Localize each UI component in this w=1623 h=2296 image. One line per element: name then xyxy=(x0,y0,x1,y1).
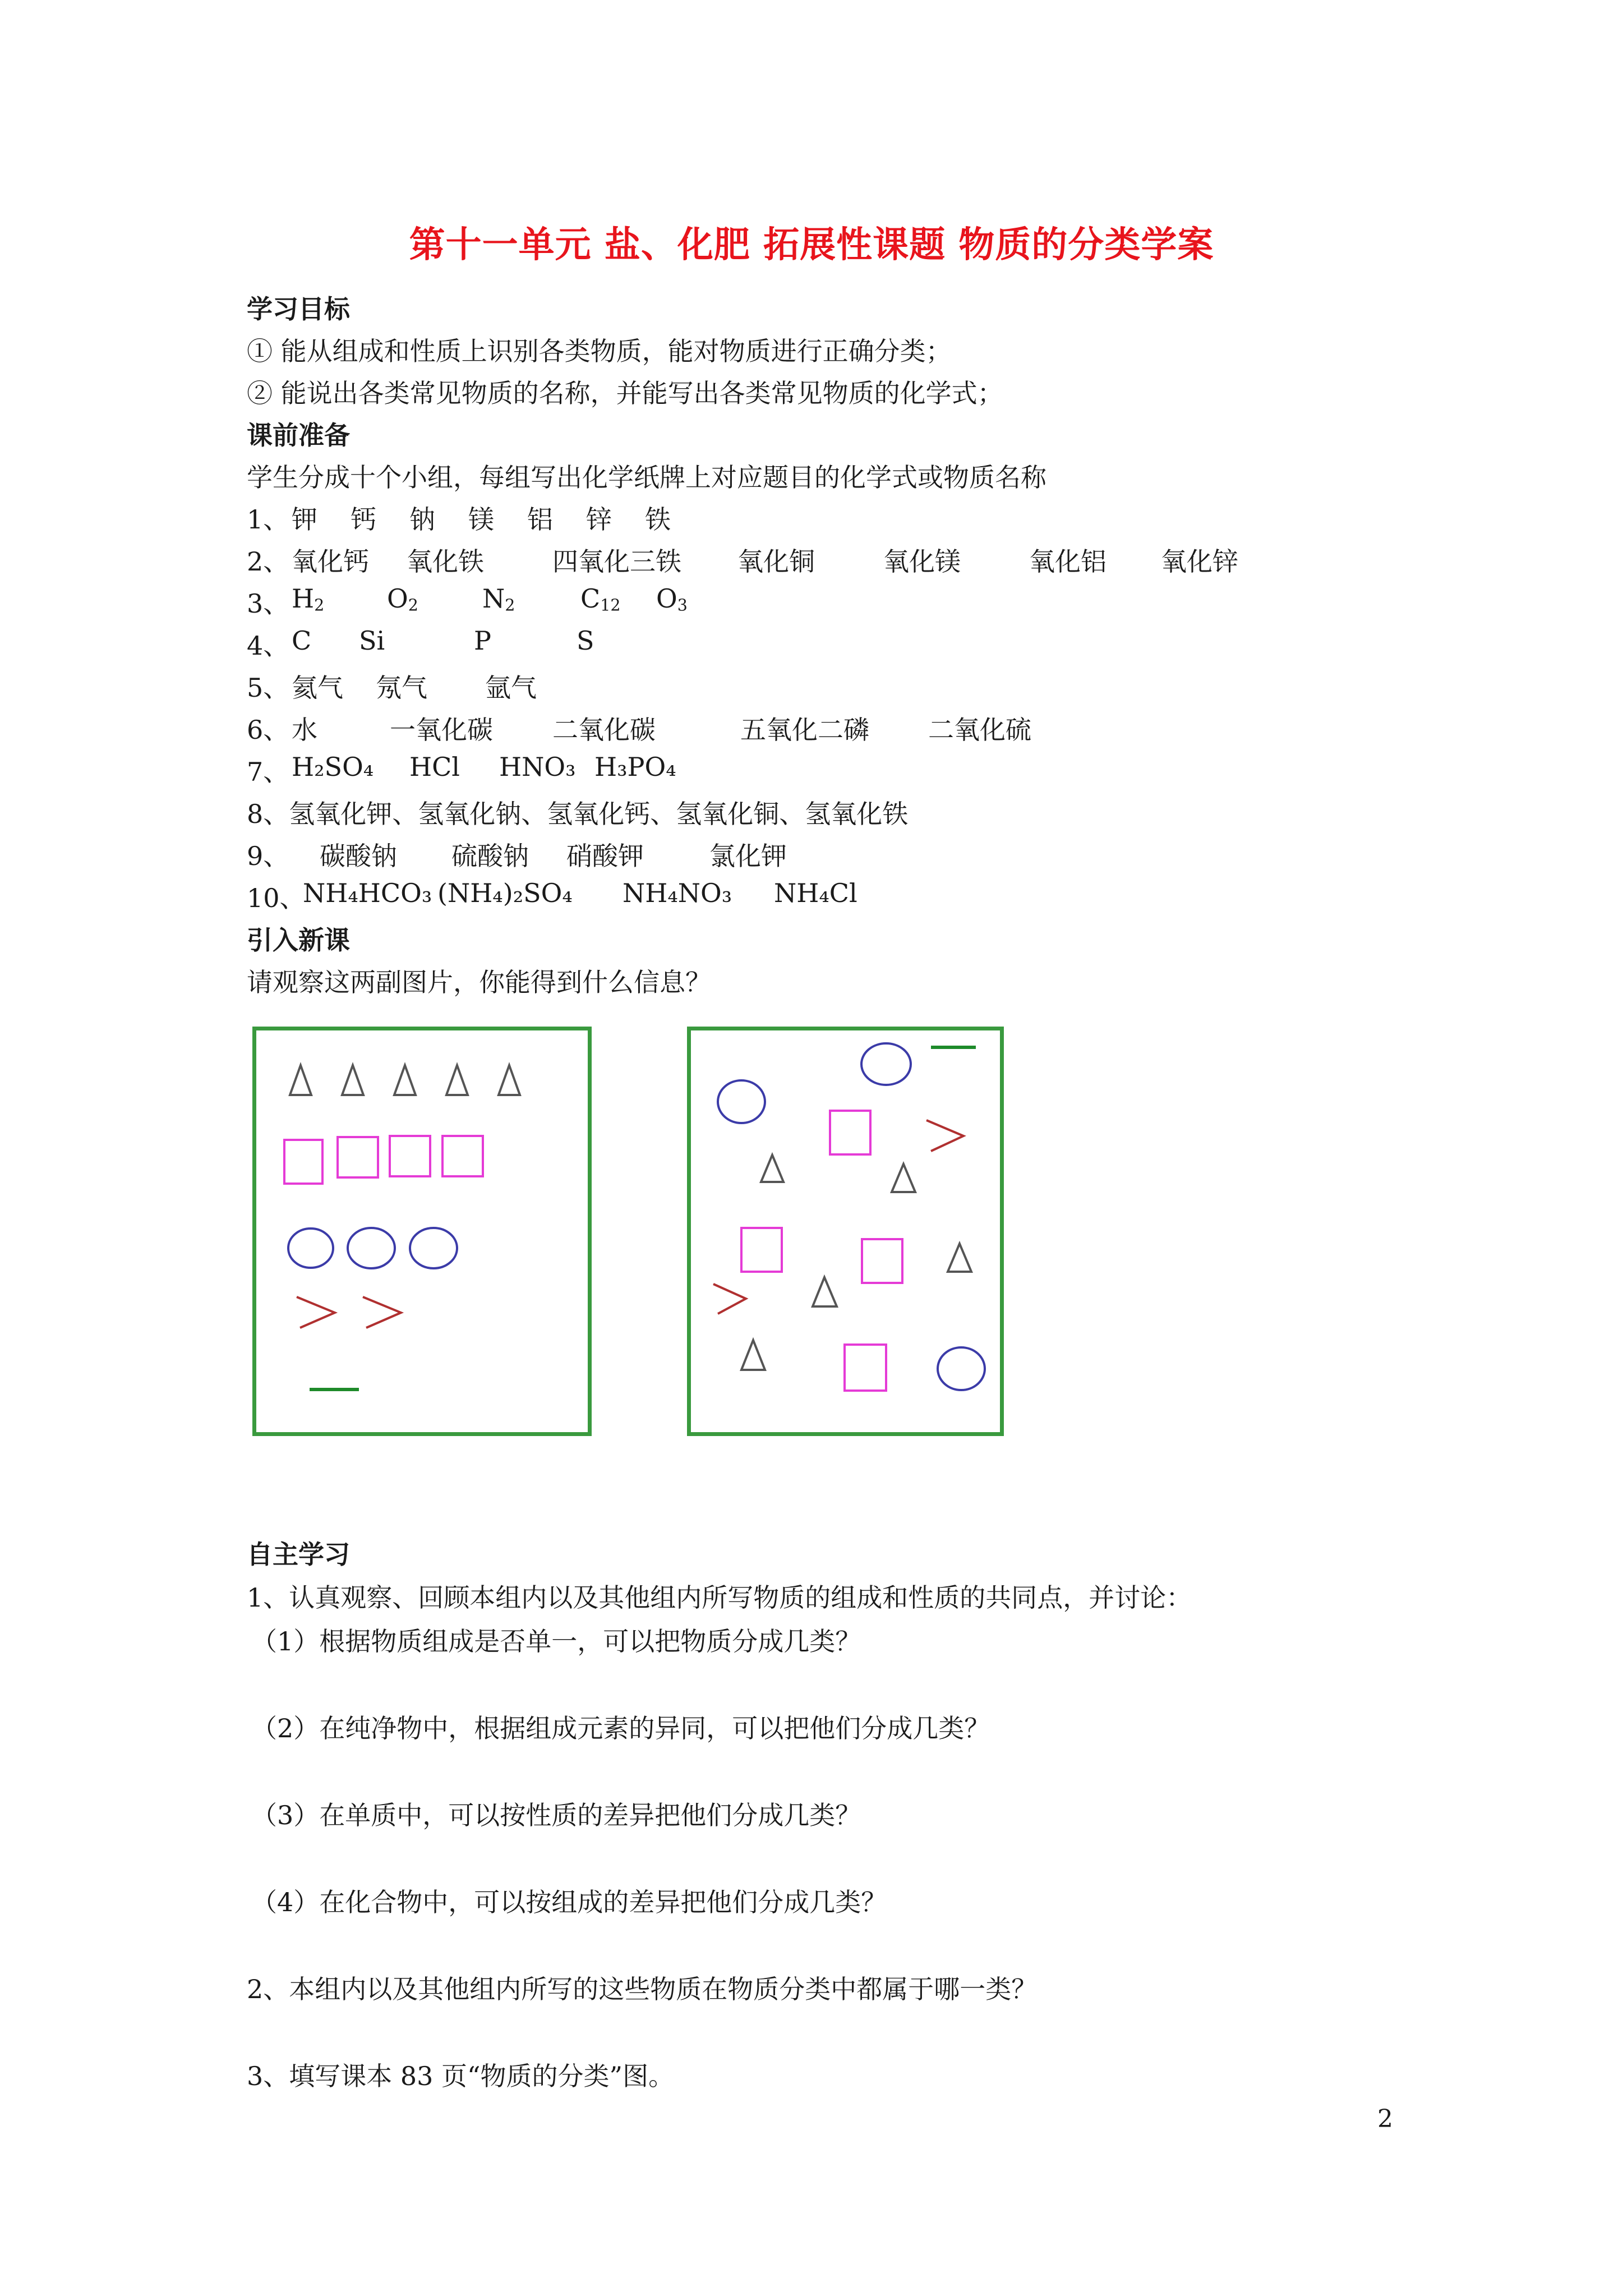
substance-name: 五氧化二磷 xyxy=(740,715,869,745)
mixed-shapes-drawing xyxy=(691,1030,1000,1432)
circle-shape xyxy=(348,1228,395,1268)
heading-intro: 引入新课 xyxy=(247,925,350,955)
circle-shape xyxy=(288,1228,333,1268)
prep-row-4 xyxy=(247,625,1368,659)
row-number: 5、 xyxy=(247,673,289,703)
triangle-shape xyxy=(394,1065,416,1095)
page-title: 第十一单元 盐、化肥 拓展性课题 物质的分类学案 xyxy=(409,224,1214,266)
goal-item-1: ① 能从组成和性质上识别各类物质，能对物质进行正确分类； xyxy=(247,336,952,366)
formula: NH₄Cl xyxy=(774,878,857,908)
formula: $O_3$ xyxy=(656,583,688,615)
square-shape xyxy=(845,1345,886,1391)
page-number: 2 xyxy=(1377,2105,1393,2133)
substance-name: 一氧化碳 xyxy=(390,715,493,745)
substance-name: 四氧化三铁 xyxy=(552,546,681,577)
substance-name: 锌 xyxy=(586,504,612,535)
formula: (NH₄)₂SO₄ xyxy=(437,878,573,908)
formula: H₂SO₄ xyxy=(292,752,374,782)
formula: $N_2$ xyxy=(482,583,515,615)
heading-goals: 学习目标 xyxy=(247,294,350,324)
heading-prep: 课前准备 xyxy=(247,420,350,450)
chevron-shape xyxy=(713,1284,746,1314)
square-shape xyxy=(741,1228,782,1272)
triangle-shape xyxy=(813,1277,837,1306)
row-number: 3、 xyxy=(247,588,289,619)
figure-panel-mixed xyxy=(687,1027,1004,1436)
prep-row-1 xyxy=(247,499,1368,533)
square-shape xyxy=(862,1239,902,1283)
circle-shape xyxy=(938,1347,985,1390)
row-number: 1、 xyxy=(247,504,289,535)
substance-name: 水 xyxy=(292,715,317,745)
question-1a: （1）根据物质组成是否单一，可以把物质分成几类？ xyxy=(251,1626,861,1657)
prep-row-7 xyxy=(247,752,1368,785)
circle-shape xyxy=(718,1080,765,1123)
figure-panel-sorted xyxy=(252,1027,592,1436)
intro-question: 请观察这两副图片，你能得到什么信息？ xyxy=(247,967,711,997)
triangle-shape xyxy=(342,1065,363,1095)
substance-name: 氯化钾 xyxy=(709,841,787,871)
prep-row-3 xyxy=(247,583,1368,617)
substance-name: 氧化钙 xyxy=(292,546,369,577)
substance-name: 氧化锌 xyxy=(1161,546,1238,577)
substance-name: 氧化铝 xyxy=(1029,546,1106,577)
circle-shape xyxy=(861,1043,911,1085)
heading-self-study: 自主学习 xyxy=(247,1539,350,1570)
triangle-shape xyxy=(290,1065,311,1095)
row-number: 10、 xyxy=(247,883,306,913)
row-number: 7、 xyxy=(247,757,289,787)
square-shape xyxy=(830,1111,870,1154)
chevron-shape xyxy=(297,1297,335,1328)
row-number: 6、 xyxy=(247,715,289,745)
goal-item-2: ② 能说出各类常见物质的名称，并能写出各类常见物质的化学式； xyxy=(247,378,1003,408)
sorted-shapes-drawing xyxy=(256,1030,588,1432)
element-symbol: C xyxy=(292,625,312,656)
row-number: 2、 xyxy=(247,546,289,577)
element-symbol: S xyxy=(577,625,594,656)
formula: H₃PO₄ xyxy=(594,752,676,782)
chevron-shape xyxy=(926,1120,963,1151)
substance-name: 氧化铁 xyxy=(407,546,484,577)
prep-row-5 xyxy=(247,668,1368,701)
question-2: 2、本组内以及其他组内所写的这些物质在物质分类中都属于哪一类？ xyxy=(247,1974,1038,2004)
substance-name: 氦气 xyxy=(292,673,343,703)
chevron-row xyxy=(297,1297,401,1328)
triangle-shape xyxy=(741,1340,765,1370)
triangle-row xyxy=(290,1065,520,1095)
formula: NH₄HCO₃ xyxy=(303,878,432,908)
triangle-shape xyxy=(499,1065,520,1095)
circle-shape xyxy=(410,1228,457,1268)
square-shape xyxy=(390,1136,430,1176)
triangle-shape xyxy=(892,1164,915,1192)
substance-name: 硝酸钾 xyxy=(566,841,644,871)
substance-name: 氖气 xyxy=(376,673,427,703)
substance-name: 铁 xyxy=(645,504,671,535)
substance-name: 镁 xyxy=(468,504,494,535)
question-3: 3、填写课本 83 页“物质的分类”图。 xyxy=(247,2061,675,2091)
formula: $H_2$ xyxy=(292,583,325,615)
circle-row xyxy=(288,1228,457,1268)
formula: HCl xyxy=(409,752,460,782)
question-1: 1、认真观察、回顾本组内以及其他组内所写物质的组成和性质的共同点，并讨论： xyxy=(247,1582,1192,1613)
formula: $C_{12}$ xyxy=(580,583,621,615)
question-1b: （2）在纯净物中，根据组成元素的异同，可以把他们分成几类？ xyxy=(251,1713,990,1743)
substance-list: 氢氧化钾、氢氧化钠、氢氧化钙、氢氧化铜、氢氧化铁 xyxy=(289,799,909,829)
substance-name: 碳酸钠 xyxy=(320,841,397,871)
triangle-shape xyxy=(761,1155,783,1182)
triangle-shape xyxy=(446,1065,468,1095)
row-number: 9、 xyxy=(247,841,289,871)
substance-name: 钙 xyxy=(351,504,376,535)
formula: $O_2$ xyxy=(387,583,418,615)
prep-row-6 xyxy=(247,710,1368,743)
prep-intro: 学生分成十个小组，每组写出化学纸牌上对应题目的化学式或物质名称 xyxy=(247,462,1046,493)
chevron-shape xyxy=(363,1297,401,1328)
substance-name: 氩气 xyxy=(485,673,537,703)
substance-name: 二氧化硫 xyxy=(928,715,1031,745)
formula: HNO₃ xyxy=(499,752,576,782)
square-shape xyxy=(284,1140,322,1184)
question-1d: （4）在化合物中，可以按组成的差异把他们分成几类？ xyxy=(251,1887,887,1917)
question-1c: （3）在单质中，可以按性质的差异把他们分成几类？ xyxy=(251,1800,861,1830)
substance-name: 二氧化碳 xyxy=(552,715,656,745)
square-shape xyxy=(442,1136,483,1176)
row-number: 4、 xyxy=(247,631,289,661)
substance-name: 钠 xyxy=(409,504,435,535)
element-symbol: Si xyxy=(359,625,385,656)
square-row xyxy=(284,1136,483,1184)
triangle-shape xyxy=(948,1244,971,1272)
substance-name: 硫酸钠 xyxy=(451,841,529,871)
substance-name: 钾 xyxy=(292,504,317,535)
prep-row-9 xyxy=(247,836,1368,869)
row-number: 8、 xyxy=(247,799,289,829)
square-shape xyxy=(338,1137,378,1177)
prep-row-10 xyxy=(247,878,1368,912)
substance-name: 铝 xyxy=(527,504,553,535)
formula: NH₄NO₃ xyxy=(623,878,732,908)
prep-row-8 xyxy=(247,794,908,831)
substance-name: 氧化铜 xyxy=(737,546,815,577)
substance-name: 氧化镁 xyxy=(883,546,961,577)
prep-row-2 xyxy=(247,541,1368,575)
element-symbol: P xyxy=(474,625,491,656)
